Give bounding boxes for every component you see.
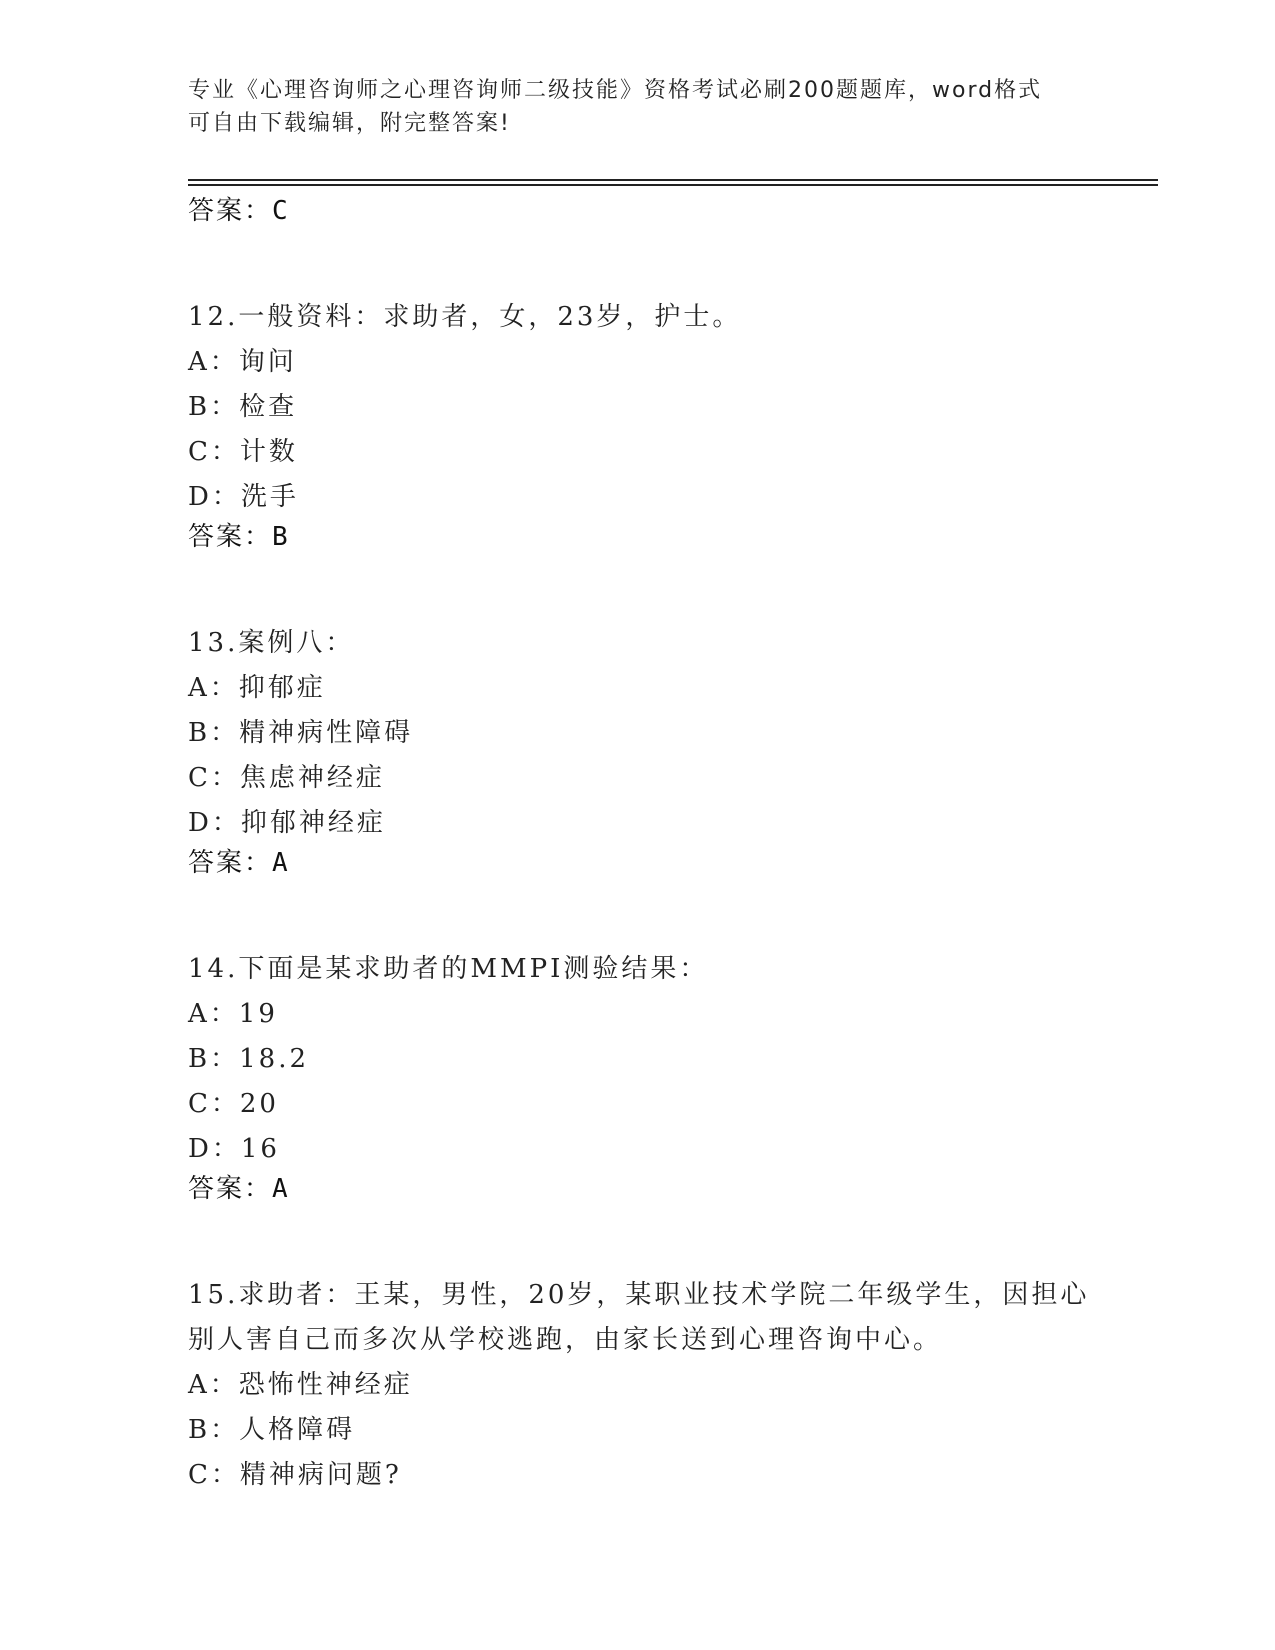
stem-line: 14.下面是某求助者的MMPI测验结果：	[188, 954, 709, 984]
stem-line: 别人害自己而多次从学校逃跑，由家长送到心理咨询中心。	[188, 1325, 943, 1355]
option-d: D：洗手	[188, 482, 299, 512]
option-a: A：抑郁症	[188, 673, 326, 703]
spacer	[188, 554, 1158, 612]
option-b: B：精神病性障碍	[188, 718, 414, 748]
question-list	[188, 194, 1158, 1498]
option-b: B：检查	[188, 392, 298, 422]
answer-line	[188, 194, 1158, 228]
option-d: D：抑郁神经症	[188, 808, 386, 838]
answer-label: 答案：	[188, 1174, 273, 1204]
header-divider-top	[188, 179, 1158, 181]
stem-line: 13.案例八：	[188, 628, 355, 658]
answer-value: A	[272, 848, 290, 878]
option-c: C：焦虑神经症	[188, 763, 385, 793]
answer-line	[188, 846, 1158, 880]
answer-line	[188, 1172, 1158, 1206]
option-d: D：16	[188, 1134, 280, 1164]
option-b: B：18.2	[188, 1044, 309, 1074]
spacer	[188, 880, 1158, 938]
answer-value: B	[272, 522, 290, 552]
option-b: B：人格障碍	[188, 1415, 356, 1445]
answer-label: 答案：	[188, 196, 273, 226]
option-c: C：20	[188, 1089, 279, 1119]
option-a: A：19	[188, 999, 278, 1029]
option-c: C：精神病问题?	[188, 1460, 402, 1490]
answer-value: C	[272, 196, 290, 226]
stem-line: 15.求助者：王某，男性，20岁，某职业技术学院二年级学生，因担心	[188, 1280, 1090, 1310]
answer-value: A	[272, 1174, 290, 1204]
question-stem	[188, 295, 1158, 340]
option-c: C：计数	[188, 437, 298, 467]
header-divider-bottom	[188, 184, 1158, 186]
option-a: A：恐怖性神经症	[188, 1370, 413, 1400]
answer-line	[188, 520, 1158, 554]
question-stem	[188, 1273, 1158, 1363]
answer-label: 答案：	[188, 522, 273, 552]
question-item	[188, 947, 1158, 1206]
question-stem	[188, 947, 1158, 992]
header-line-1: 专业《心理咨询师之心理咨询师二级技能》资格考试必刷200题题库，word格式	[188, 78, 1043, 103]
spacer	[188, 1206, 1158, 1264]
answer-label: 答案：	[188, 848, 273, 878]
option-a: A：询问	[188, 347, 297, 377]
question-stem	[188, 621, 1158, 666]
question-item	[188, 1273, 1158, 1498]
question-item	[188, 621, 1158, 880]
question-item	[188, 295, 1158, 554]
spacer	[188, 228, 1158, 286]
page-header	[188, 74, 1088, 140]
header-line-2: 可自由下载编辑，附完整答案!	[188, 111, 511, 136]
stem-line: 12.一般资料：求助者，女，23岁，护士。	[188, 302, 742, 332]
